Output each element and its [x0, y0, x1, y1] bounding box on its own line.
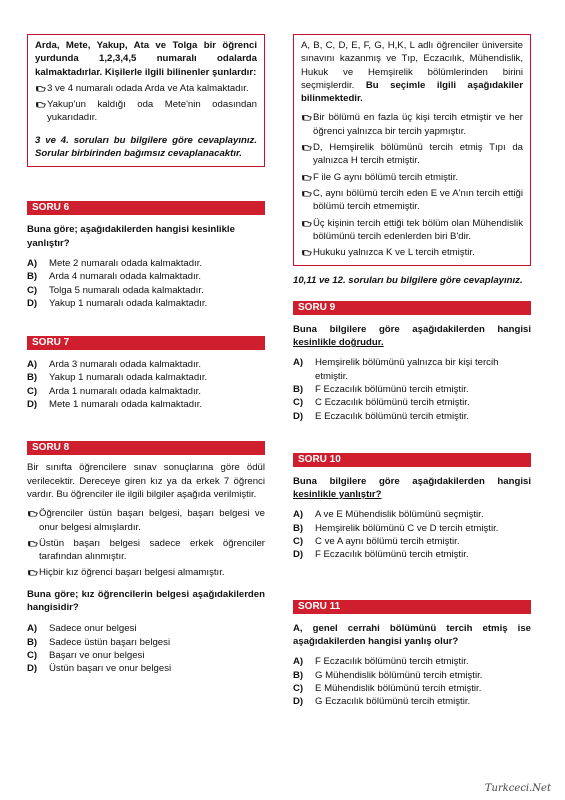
option-d[interactable]: D) F Eczacılık bölümünü tercih etmiştir.	[293, 549, 469, 561]
pointing-hand-icon	[27, 508, 39, 518]
option-d[interactable]: D) Mete 1 numaralı odada kalmaktadır.	[27, 399, 203, 411]
pointing-hand-icon	[35, 83, 47, 93]
question-8-intro: Bir sınıfta öğrencilere sınav sonuçlarına göre ödül verilecektir. Dereceye giren kız ya da erkek 7 öğrenci vardır. Bu öğrenciler ile ilgili bilgiler aşağıda verilmiştir.	[27, 462, 265, 500]
pointing-hand-icon	[301, 142, 313, 152]
departments-intro: A, B, C, D, E, F, G, H,K, L adlı öğrenciler üniversite sınavını kazanmış ve Tıp, Eczacılık, Mühendislik, Hukuk ve Hemşirelik bölümlerinden birini seçmişlerdir. Bu seçimle ilgili aşağıdakiler bilinmektedir.	[301, 40, 523, 105]
list-item: Hukuku yalnızca K ve L tercih etmiştir.	[301, 246, 523, 259]
right-column	[293, 34, 531, 708]
list-item: Bir bölümü en fazla üç kişi tercih etmiştir ve her öğrenci yalnızca bir tercih yapmıştır.	[301, 111, 523, 138]
pointing-hand-icon	[301, 188, 313, 198]
option-c[interactable]: C) E Mühendislik bölümünü tercih etmiştir.	[293, 682, 482, 694]
option-b[interactable]: B) F Eczacılık bölümünü tercih etmiştir.	[293, 383, 469, 395]
option-a[interactable]: A) Sadece onur belgesi	[27, 623, 137, 635]
options	[293, 508, 531, 561]
pointing-hand-icon	[35, 99, 47, 109]
rooms-intro: Arda, Mete, Yakup, Ata ve Tolga bir öğrenci yurdunda 1,2,3,4,5 numaralı odalarda kalmaktadırlar. Kişilerle ilgili bilinenler şunlardır:	[35, 40, 257, 78]
pointing-hand-icon	[301, 112, 313, 122]
option-d[interactable]: D) Yakup 1 numaralı odada kalmaktadır.	[27, 297, 208, 309]
soru-8-header: SORU 8	[27, 441, 265, 455]
pointing-hand-icon	[27, 538, 39, 548]
question-9	[293, 301, 531, 423]
option-b[interactable]: B) Arda 4 numaralı odada kalmaktadır.	[27, 271, 201, 283]
option-d[interactable]: D) E Eczacılık bölümünü tercih etmiştir.	[293, 410, 470, 422]
list-item: D, Hemşirelik bölümünü tercih etmiş Tıpı da yalnızca H tercih etmiştir.	[301, 141, 523, 168]
list-item: 3 ve 4 numaralı odada Arda ve Ata kalmaktadır.	[35, 82, 257, 95]
question-11	[293, 600, 531, 709]
question-7	[27, 336, 265, 411]
site-watermark: Turkceci.Net	[484, 783, 551, 794]
question-text: Buna göre; aşağıdakilerden hangisi kesinlikle yanlıştır?	[27, 224, 235, 249]
list-item: Yakup'un kaldığı oda Mete'nin odasından yukarıdadır.	[35, 98, 257, 125]
soru-7-header: SORU 7	[27, 336, 265, 350]
question-10	[293, 453, 531, 562]
option-a[interactable]: A) F Eczacılık bölümünü tercih etmiştir.	[293, 656, 469, 668]
option-c[interactable]: C) C ve A aynı bölümü tercih etmiştir.	[293, 536, 460, 548]
option-b[interactable]: B) Hemşirelik bölümünü C ve D tercih etmiştir.	[293, 522, 499, 534]
question-text: Buna bilgilere göre aşağıdakilerden hangisi kesinlikle doğrudur.	[293, 323, 531, 349]
option-c[interactable]: C) Arda 1 numaralı odada kalmaktadır.	[27, 385, 201, 397]
question-text: A, genel cerrahi bölümünü tercih etmiş ise aşağıdakilerden hangisi yanlış olur?	[293, 622, 531, 647]
pointing-hand-icon	[301, 218, 313, 228]
soru-10-header: SORU 10	[293, 453, 531, 467]
option-a[interactable]: A) Hemşirelik bölümünü yalnızca bir kişi tercih etmiştir.	[293, 357, 499, 382]
list-item: Üstün başarı belgesi sadece erkek öğrenciler tarafından alınmıştır.	[27, 537, 265, 564]
pointing-hand-icon	[301, 247, 313, 257]
option-c[interactable]: C) Tolga 5 numaralı odada kalmaktadır.	[27, 284, 204, 296]
options	[27, 358, 265, 411]
option-b[interactable]: B) Sadece üstün başarı belgesi	[27, 636, 171, 648]
rooms-note: 3 ve 4. soruları bu bilgilere göre cevaplayınız. Sorular birbirinden bağımsız cevaplanacaktır.	[35, 134, 257, 160]
list-item: Hiçbir kız öğrenci başarı belgesi almamıştır.	[27, 566, 265, 579]
pointing-hand-icon	[27, 567, 39, 577]
question-6	[27, 201, 265, 310]
option-b[interactable]: B) G Mühendislik bölümünü tercih etmiştir.	[293, 669, 483, 681]
option-c[interactable]: C) Başarı ve onur belgesi	[27, 649, 145, 661]
soru-6-header: SORU 6	[27, 201, 265, 215]
question-8	[27, 441, 265, 675]
option-b[interactable]: B) Yakup 1 numaralı odada kalmaktadır.	[27, 372, 208, 384]
info-box-departments	[293, 34, 531, 266]
bullet-list	[27, 507, 265, 579]
soru-9-header: SORU 9	[293, 301, 531, 315]
option-d[interactable]: D) G Eczacılık bölümünü tercih etmiştir.	[293, 696, 471, 708]
options	[293, 655, 531, 708]
option-a[interactable]: A) Arda 3 numaralı odada kalmaktadır.	[27, 359, 201, 371]
soru-11-header: SORU 11	[293, 600, 531, 614]
option-a[interactable]: A) Mete 2 numaralı odada kalmaktadır.	[27, 257, 203, 269]
option-c[interactable]: C) C Eczacılık bölümünü tercih etmiştir.	[293, 397, 470, 409]
list-item: Öğrenciler üstün başarı belgesi, başarı belgesi ve onur belgesi almışlardır.	[27, 507, 265, 534]
option-d[interactable]: D) Üstün başarı ve onur belgesi	[27, 663, 172, 675]
question-text: Buna göre; kız öğrencilerin belgesi aşağıdakilerden hangisidir?	[27, 588, 265, 614]
list-item: F ile G aynı bölümü tercih etmiştir.	[301, 171, 523, 184]
list-item: C, aynı bölümü tercih eden E ve A'nın tercih ettiği bölümü tercih etmemiştir.	[301, 187, 523, 214]
left-column	[27, 34, 265, 676]
departments-note: 10,11 ve 12. soruları bu bilgilere göre cevaplayınız.	[293, 275, 523, 287]
question-text: Buna bilgilere göre aşağıdakilerden hangisi kesinlikle yanlıştır?	[293, 475, 531, 501]
bullet-list	[301, 111, 523, 259]
pointing-hand-icon	[301, 172, 313, 182]
options	[27, 622, 265, 675]
options	[293, 356, 531, 422]
options	[27, 257, 265, 310]
list-item: Üç kişinin tercih ettiği tek bölüm olan Mühendislik bölümünü tercih edenlerden biri B'dir.	[301, 217, 523, 244]
option-a[interactable]: A) A ve E Mühendislik bölümünü seçmiştir.	[293, 509, 484, 521]
info-box-rooms	[27, 34, 265, 167]
